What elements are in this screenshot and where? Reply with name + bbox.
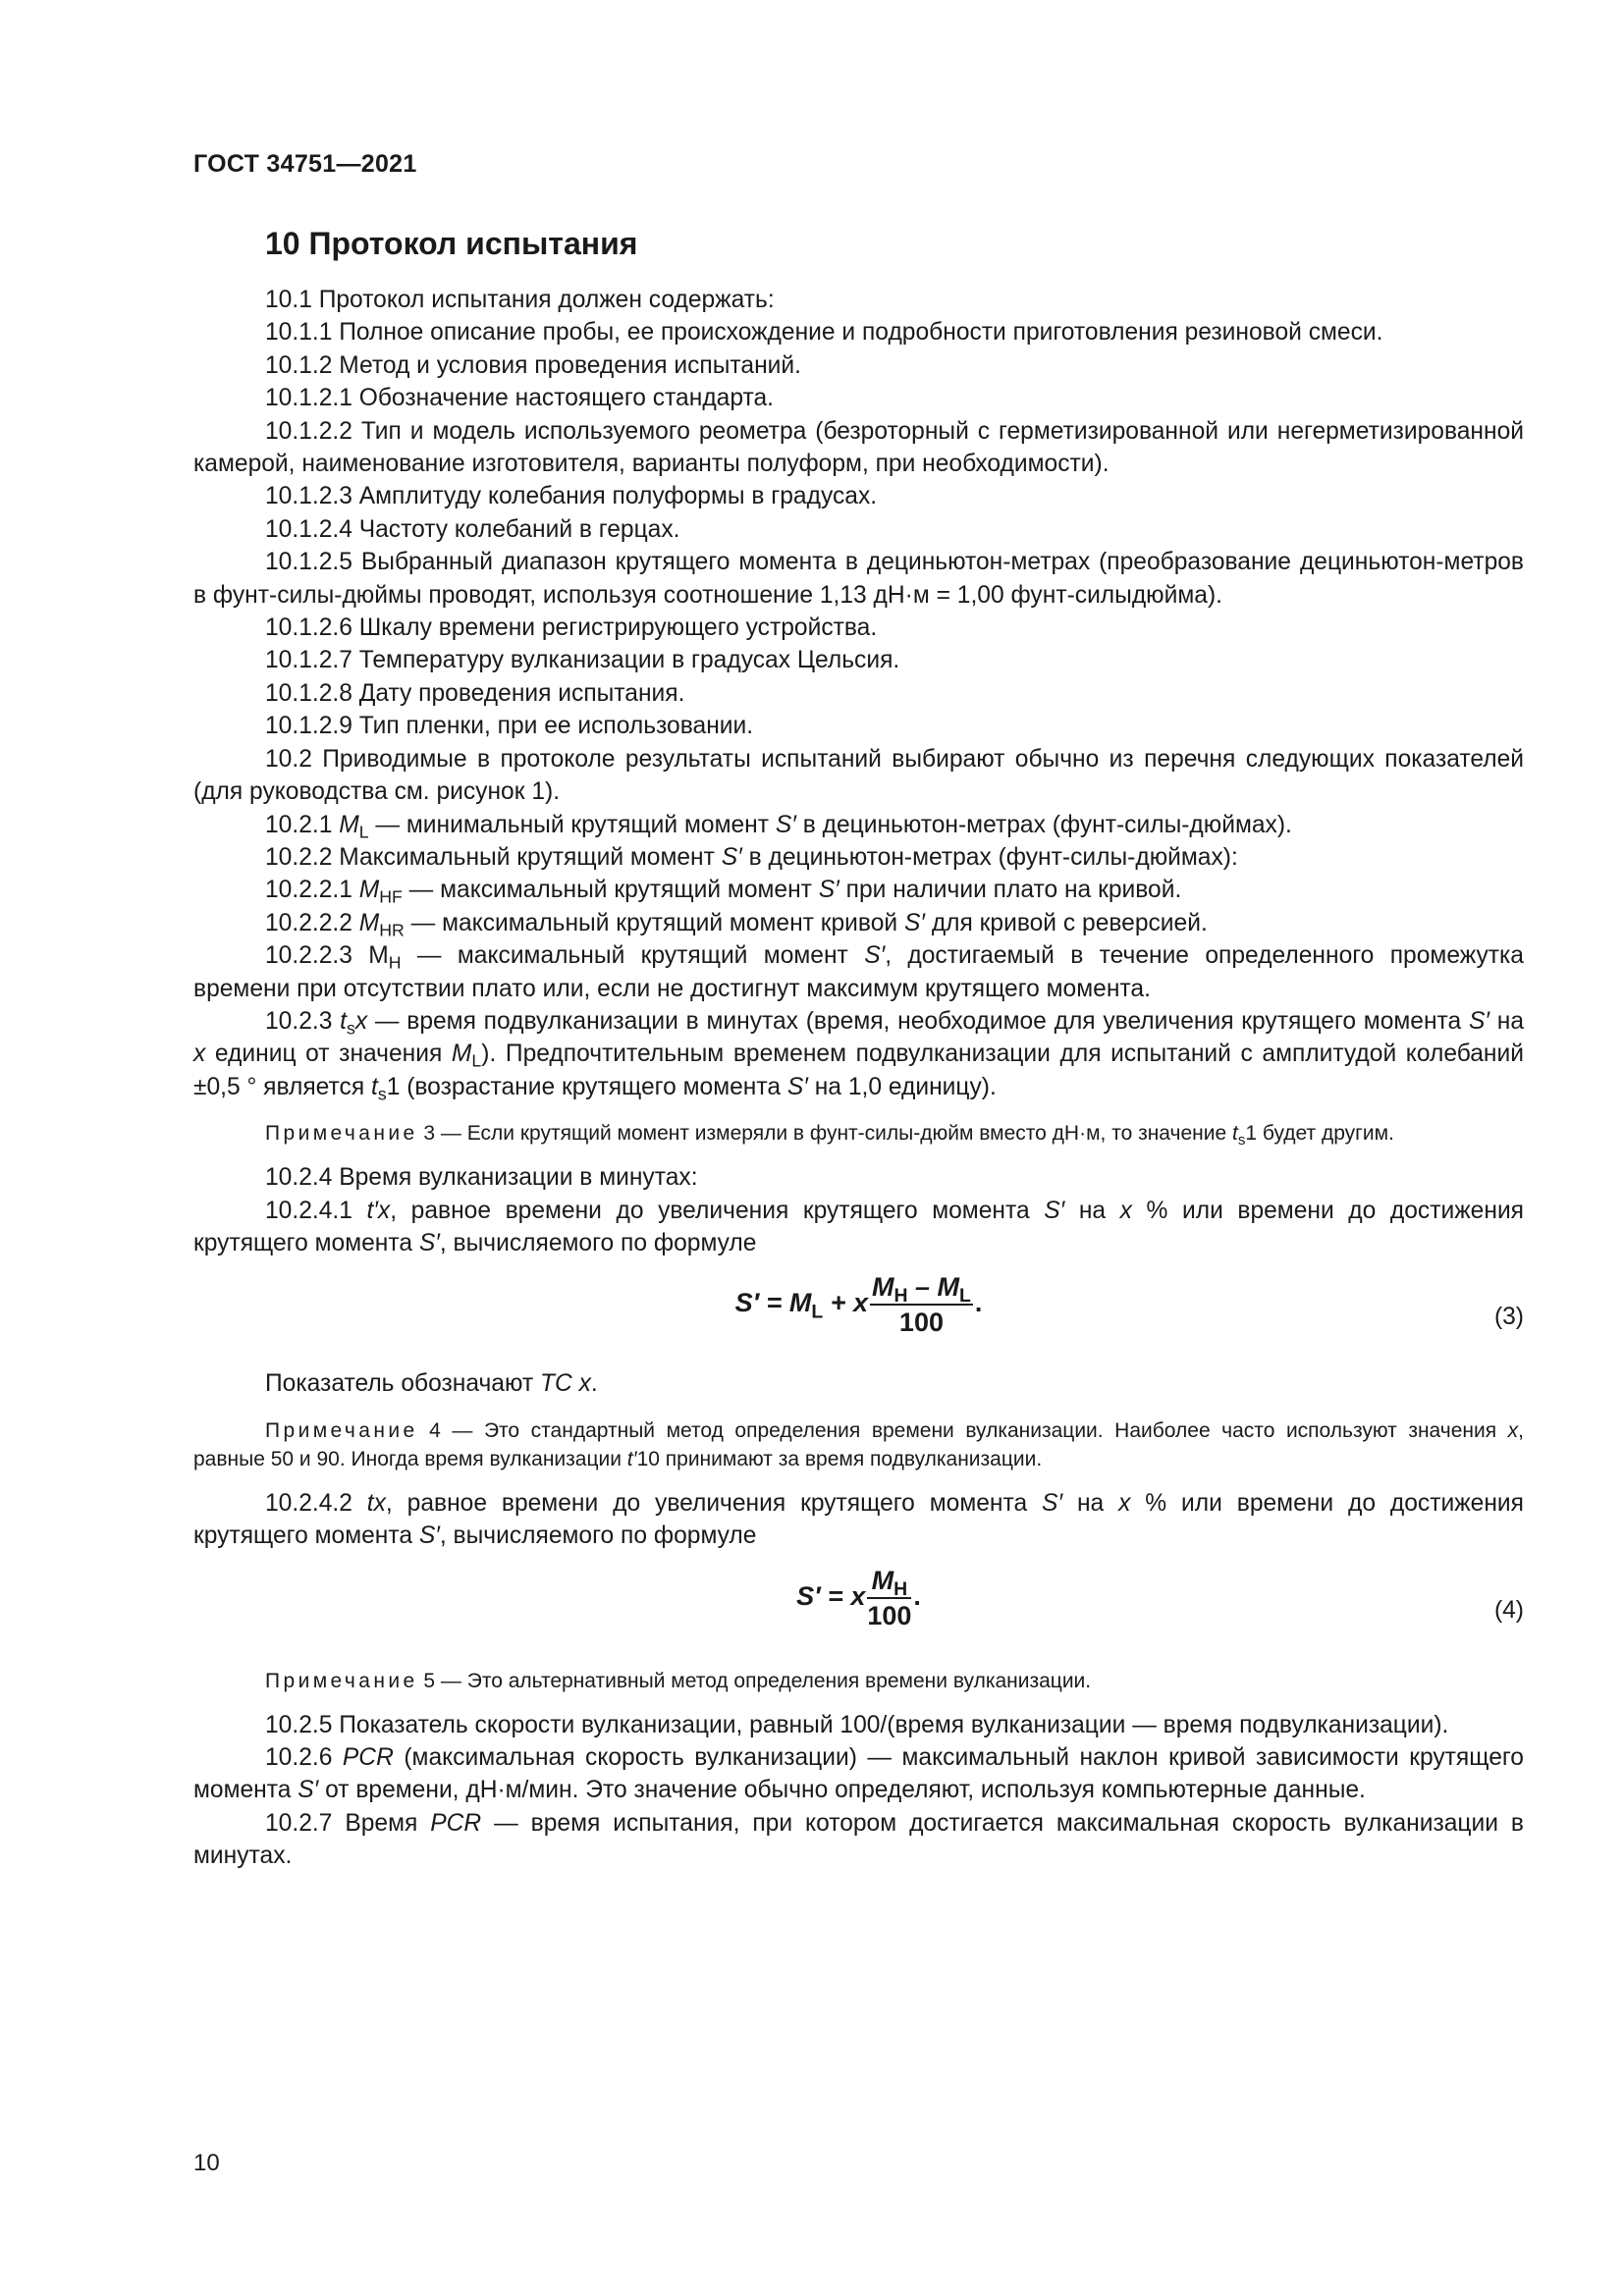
paragraph-10-2: 10.2 Приводимые в протоколе результаты испытаний выбирают обычно из перечня следующих показателей (для руководства см. рисунок 1). xyxy=(193,745,1524,806)
equation-number-3: (3) xyxy=(1493,1304,1524,1331)
note-4: Примечание 4 — Это стандартный метод определения времени вулканизации. Наиболее часто используют значения x, равные 50 и 90. Иногда время вулканизации t′10 принимают за время подвулканизации. xyxy=(193,1418,1524,1470)
formula-3-fraction: $\frac{M_H - M_L}{100}$ xyxy=(871,1272,971,1338)
paragraph-10-1-2-6: 10.1.2.6 Шкалу времени регистрирующего устройства. xyxy=(265,614,878,642)
paragraph-10-1-2-8: 10.1.2.8 Дату проведения испытания. xyxy=(265,679,685,707)
document-body xyxy=(193,284,1524,1873)
indicator-line: Показатель обозначают TC x. xyxy=(265,1370,598,1398)
formula-4: S′ = x $\frac{M_H}{100}$ . xyxy=(796,1565,921,1630)
paragraph-10-1-2-2: 10.1.2.2 Тип и модель используемого реометра (безроторный с герметизированной или негерметизированной камерой, наименование изготовителя, варианты полуформ, при необходимости). xyxy=(193,417,1524,478)
paragraph-10-1-2: 10.1.2 Метод и условия проведения испытаний. xyxy=(265,351,801,379)
paragraph-10-2-2: 10.2.2 Максимальный крутящий момент S′ в дециньютон-метрах (фунт-силы-дюймах): xyxy=(265,843,1238,871)
paragraph-10-2-4: 10.2.4 Время вулканизации в минутах: xyxy=(265,1164,698,1192)
note-3: Примечание 3 — Если крутящий момент измеряли в фунт-силы-дюйм вместо дН·м, то значение $t_s1$ будет другим. xyxy=(265,1122,1394,1148)
paragraph-10-1-2-5: 10.1.2.5 Выбранный диапазон крутящего момента в дециньютон-метрах (преобразование дециньютон-метров в фунт-силы-дюймы проводят, используя соотношение 1,13 дН·м = 1,00 фунт-силыдюйма). xyxy=(193,549,1524,609)
paragraph-10-2-2-1: 10.2.2.1 $M_{HF}$ — максимальный крутящий момент S′ при наличии плато на кривой. xyxy=(265,877,1182,907)
paragraph-10-1-2-1: 10.1.2.1 Обозначение настоящего стандарта. xyxy=(265,385,774,412)
paragraph-10-2-4-1: 10.2.4.1 t′x, равное времени до увеличения крутящего момента S′ на x % или времени до достижения крутящего момента S′, вычисляемого по формуле xyxy=(193,1197,1524,1256)
formula-4-fraction: $\frac{M_H}{100}$ xyxy=(867,1565,912,1630)
paragraph-10-2-7: 10.2.7 Время PCR — время испытания, при котором достигается максимальная скорость вулканизации в минутах. xyxy=(193,1809,1524,1870)
paragraph-10-2-3: 10.2.3 $t_sx$ — время подвулканизации в минутах (время, необходимое для увеличения крутящего момента S′ на x единиц от значения $M_L$). Предпочтительным временем подвулканизации для испытаний с амплитудой колебаний ±0,5 ° является $t_s1$ (возрастание крутящего момента S′ на 1,0 единицу). xyxy=(193,1007,1525,1104)
equation-number-4: (4) xyxy=(1493,1596,1524,1624)
paragraph-10-1: 10.1 Протокол испытания должен содержать: xyxy=(265,287,775,313)
paragraph-10-2-2-3: 10.2.2.3 $M_H$ — максимальный крутящий момент S′, достигаемый в течение определенного промежутка времени при отсутствии плато или, если не достигнут максимум крутящего момента. xyxy=(193,942,1524,1002)
document-code: ГОСТ 34751—2021 xyxy=(193,150,417,178)
paragraph-10-1-2-9: 10.1.2.9 Тип пленки, при ее использовании. xyxy=(265,713,754,740)
formula-3-row xyxy=(193,1271,1524,1358)
paragraph-10-2-6: 10.2.6 PCR (максимальная скорость вулканизации) — максимальный наклон кривой зависимости крутящего момента S′ от времени, дН·м/мин. Это значение обычно определяют, используя компьютерные данные. xyxy=(193,1744,1524,1804)
paragraph-10-1-2-3: 10.1.2.3 Амплитуду колебания полуформы в градусах. xyxy=(265,483,878,510)
paragraph-10-1-2-4: 10.1.2.4 Частоту колебаний в герцах. xyxy=(265,515,680,543)
formula-4-row xyxy=(193,1565,1524,1651)
note-5: Примечание 5 — Это альтернативный метод определения времени вулканизации. xyxy=(265,1669,1092,1692)
formula-3: $S' = M_L + x$ $\frac{M_H - M_L}{100}$ . xyxy=(734,1272,983,1338)
paragraph-10-1-2-7: 10.1.2.7 Температуру вулканизации в градусах Цельсия. xyxy=(265,647,900,674)
page-number: 10 xyxy=(193,2150,220,2176)
section-title: 10 Протокол испытания xyxy=(265,226,638,261)
paragraph-10-1-1: 10.1.1 Полное описание пробы, ее происхождение и подробности приготовления резиновой смеси. xyxy=(265,319,1383,347)
paragraph-10-2-1: 10.2.1 $M_L$ — минимальный крутящий момент S′ в дециньютон-метрах (фунт-силы-дюймах). xyxy=(265,811,1292,842)
paragraph-10-2-4-2: 10.2.4.2 tx, равное времени до увеличения крутящего момента S′ на x % или времени до достижения крутящего момента S′, вычисляемого по формуле xyxy=(193,1489,1524,1550)
paragraph-10-2-2-2: 10.2.2.2 $M_{HR}$ — максимальный крутящий момент кривой S′ для кривой с реверсией. xyxy=(265,909,1208,940)
paragraph-10-2-5: 10.2.5 Показатель скорости вулканизации, равный 100/(время вулканизации — время подвулканизации). xyxy=(265,1711,1449,1738)
